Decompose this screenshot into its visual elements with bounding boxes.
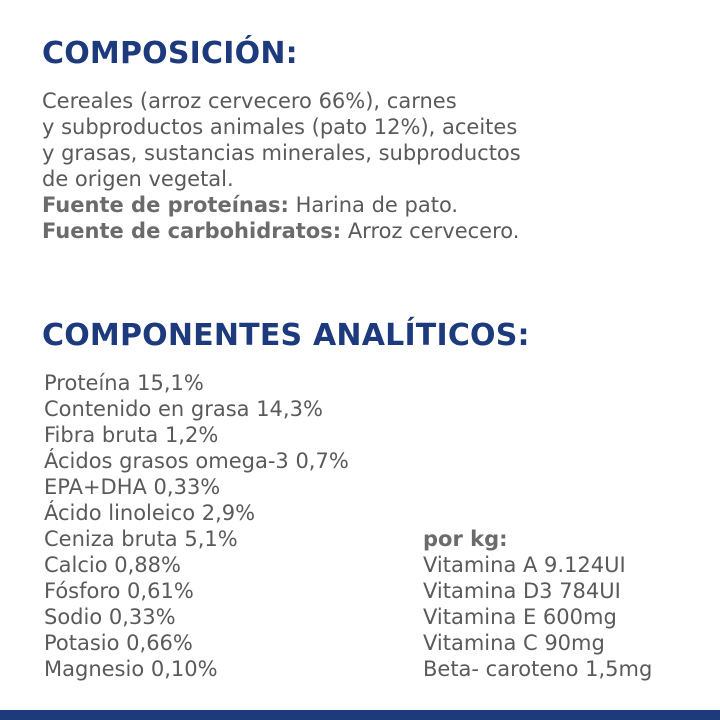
- analytic-item: Sodio 0,33%: [44, 605, 176, 629]
- footer-bar: [0, 710, 720, 720]
- analytic-item: EPA+DHA 0,33%: [44, 475, 221, 499]
- composicion-line: Cereales (arroz cervecero 66%), carnes: [42, 89, 457, 113]
- analytic-item: Fósforo 0,61%: [44, 579, 194, 603]
- carb-source-label: Fuente de carbohidratos:: [42, 219, 342, 243]
- vitamin-item: Vitamina A 9.124UI: [423, 553, 626, 577]
- vitamin-item: Vitamina E 600mg: [423, 605, 617, 629]
- composicion-text: [42, 88, 662, 244]
- analytic-item: Potasio 0,66%: [44, 631, 193, 655]
- analytic-item: Contenido en grasa 14,3%: [44, 397, 323, 421]
- per-kg-list: [423, 526, 652, 682]
- vitamin-item: Vitamina C 90mg: [423, 631, 605, 655]
- analytic-item: Ceniza bruta 5,1%: [44, 527, 238, 551]
- vitamin-item: Beta- caroteno 1,5mg: [423, 657, 653, 681]
- carb-source: [42, 218, 662, 244]
- carb-source-value: Arroz cervecero.: [341, 219, 520, 243]
- analytic-item: Ácidos grasos omega-3 0,7%: [44, 449, 349, 473]
- protein-source: [42, 192, 662, 218]
- protein-source-label: Fuente de proteínas:: [42, 193, 289, 217]
- analytic-components-list: [44, 370, 349, 682]
- analytic-item: Proteína 15,1%: [44, 371, 204, 395]
- composicion-line: y subproductos animales (pato 12%), aceites: [42, 115, 518, 139]
- analytic-item: Calcio 0,88%: [44, 553, 181, 577]
- vitamin-item: Vitamina D3 784UI: [423, 579, 621, 603]
- analytic-item: Magnesio 0,10%: [44, 657, 218, 681]
- composicion-line: y grasas, sustancias minerales, subproductos: [42, 141, 521, 165]
- analiticos-heading: COMPONENTES ANALÍTICOS:: [42, 318, 530, 353]
- per-kg-title: por kg:: [423, 527, 508, 551]
- analytic-item: Fibra bruta 1,2%: [44, 423, 219, 447]
- analytic-item: Ácido linoleico 2,9%: [44, 501, 256, 525]
- composicion-line: de origen vegetal.: [42, 167, 234, 191]
- protein-source-value: Harina de pato.: [288, 193, 459, 217]
- composicion-heading: COMPOSICIÓN:: [42, 36, 298, 71]
